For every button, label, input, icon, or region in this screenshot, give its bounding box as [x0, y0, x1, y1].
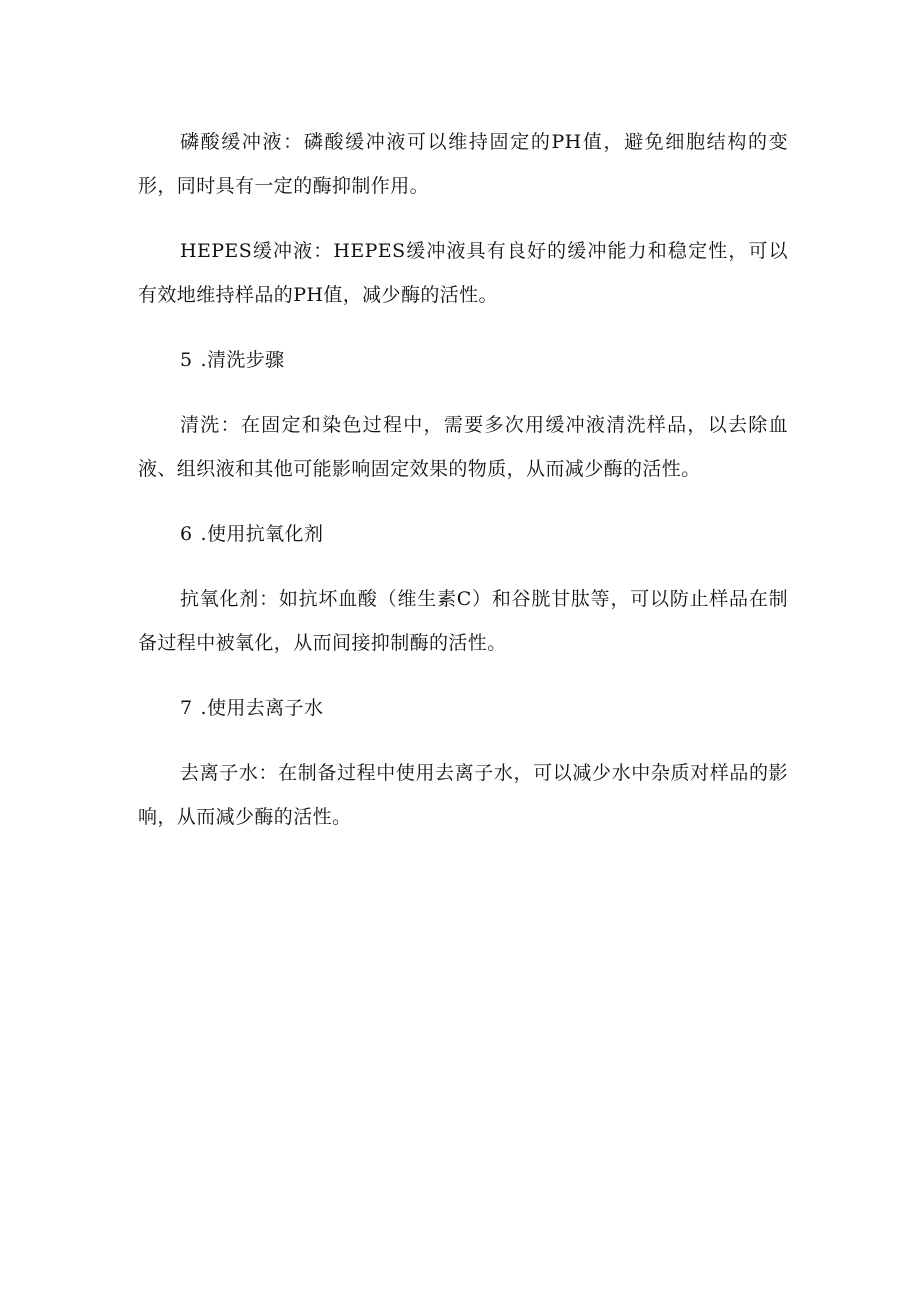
heading-antioxidant	[138, 512, 788, 556]
heading-text: .使用去离子水	[200, 697, 324, 719]
paragraph-phosphate-buffer: 磷酸缓冲液：磷酸缓冲液可以维持固定的PH值，避免细胞结构的变形，同时具有一定的酶抑制作用。	[138, 131, 788, 197]
paragraph-washing: 清洗：在固定和染色过程中，需要多次用缓冲液清洗样品，以去除血液、组织液和其他可能影响固定效果的物质，从而减少酶的活性。	[138, 414, 788, 480]
heading-deionized-water	[138, 686, 788, 730]
document-body	[138, 120, 788, 860]
paragraph-hepes-buffer: HEPES缓冲液：HEPES缓冲液具有良好的缓冲能力和稳定性，可以有效地维持样品的PH值，减少酶的活性。	[138, 240, 788, 306]
heading-number: 7	[180, 697, 193, 719]
heading-text: .使用抗氧化剂	[200, 523, 324, 545]
heading-number: 5	[180, 349, 193, 371]
heading-text: .清洗步骤	[200, 349, 285, 371]
heading-washing-steps	[138, 338, 788, 382]
heading-number: 6	[180, 523, 193, 545]
paragraph-deionized-water: 去离子水：在制备过程中使用去离子水，可以减少水中杂质对样品的影响，从而减少酶的活性。	[138, 762, 788, 828]
paragraph-antioxidant: 抗氧化剂：如抗坏血酸（维生素C）和谷胱甘肽等，可以防止样品在制备过程中被氧化，从而间接抑制酶的活性。	[138, 588, 788, 654]
